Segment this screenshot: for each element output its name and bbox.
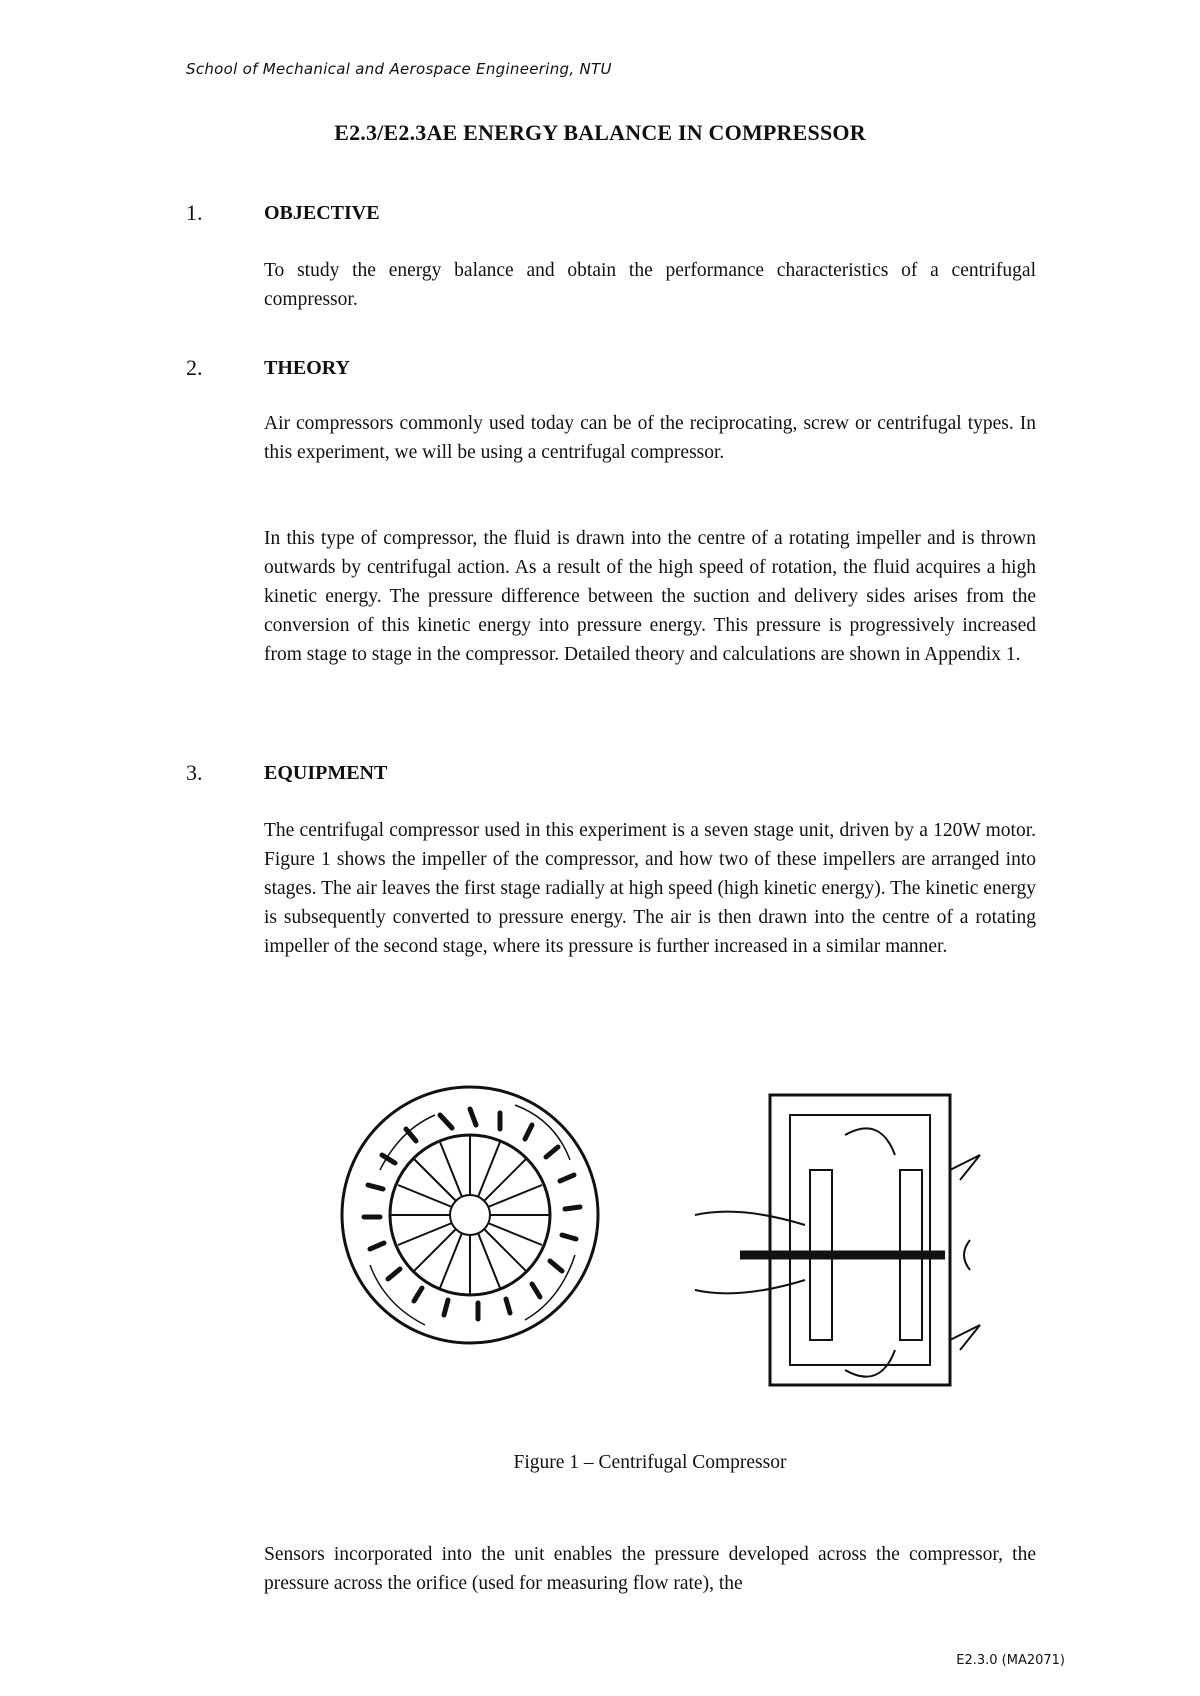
equipment-paragraph-1: The centrifugal compressor used in this experiment is a seven stage unit, driven by a 120W motor. Figure 1 shows the impeller of the compressor, and how two of these impellers are arranged into stages. The air leaves the first stage radially at high speed (high kinetic energy). The kinetic energy is subsequently converted to pressure energy. The air is then drawn into the centre of a rotating impeller of the second stage, where its pressure is further increased in a similar manner. (264, 820, 1036, 957)
document-title: E2.3/E2.3AE ENERGY BALANCE IN COMPRESSOR (334, 120, 866, 145)
page-header: School of Mechanical and Aerospace Engineering, NTU (186, 60, 612, 78)
objective-paragraph: To study the energy balance and obtain the performance characteristics of a centrifugal compressor. (264, 260, 1036, 310)
theory-paragraph-1: Air compressors commonly used today can be of the reciprocating, screw or centrifugal types. In this experiment, we will be using a centrifugal compressor. (264, 413, 1036, 463)
section-2-number: 2. (186, 355, 203, 380)
section-3-title: EQUIPMENT (264, 762, 388, 784)
equipment-paragraph-2: Sensors incorporated into the unit enables the pressure developed across the compressor, the pressure across the orifice (used for measuring flow rate), the (264, 1544, 1036, 1594)
section-3-number: 3. (186, 760, 203, 785)
centrifugal-compressor-figure (340, 1075, 1040, 1395)
page-footer-code: E2.3.0 (MA2071) (956, 1653, 1065, 1668)
impeller-diagram (342, 1087, 598, 1343)
figure-caption: Figure 1 – Centrifugal Compressor (513, 1452, 787, 1473)
section-1-title: OBJECTIVE (264, 202, 380, 224)
theory-paragraph-2: In this type of compressor, the fluid is drawn into the centre of a rotating impeller and is thrown outwards by centrifugal action. As a result of the high speed of rotation, the fluid acquires a high kinetic energy. The pressure difference between the suction and delivery sides arises from the conversion of this kinetic energy into pressure energy. This pressure is progressively increased from stage to stage in the compressor. Detailed theory and calculations are shown in Appendix 1. (264, 528, 1036, 665)
two-stage-section-diagram (695, 1095, 980, 1385)
section-2-title: THEORY (264, 357, 350, 379)
section-1-number: 1. (186, 200, 203, 225)
